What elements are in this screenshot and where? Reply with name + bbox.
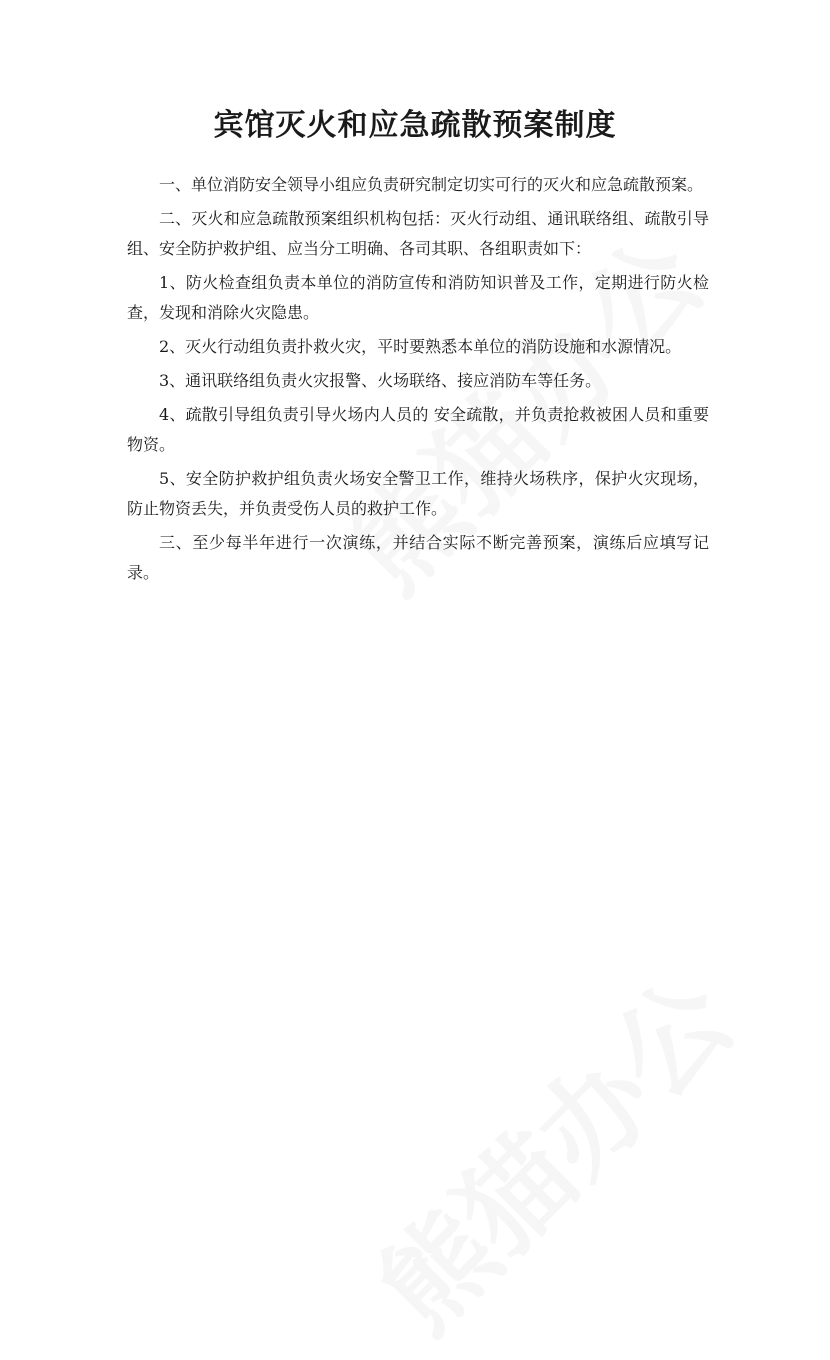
document-body (127, 170, 709, 592)
paragraph-1: 一、单位消防安全领导小组应负责研究制定切实可行的灭火和应急疏散预案。 (159, 175, 704, 194)
paragraph-8: 三、至少每半年进行一次演练，并结合实际不断完善预案，演练后应填写记录。 (127, 533, 709, 582)
paragraph-6: 4、疏散引导组负责引导火场内人员的 安全疏散，并负责抢救被困人员和重要物资。 (127, 405, 709, 454)
document-title: 宾馆灭火和应急疏散预案制度 (213, 108, 617, 143)
paragraph-2: 二、灭火和应急疏散预案组织机构包括：灭火行动组、通讯联络组、疏散引导组、安全防护救护组、应当分工明确、各司其职、各组职责如下： (127, 209, 709, 258)
paragraph-4: 2、灭火行动组负责扑救火灾，平时要熟悉本单位的消防设施和水源情况。 (159, 337, 682, 356)
paragraph-5: 3、通讯联络组负责火灾报警、火场联络、接应消防车等任务。 (159, 371, 602, 390)
watermark (339, 938, 762, 1360)
paragraph-3: 1、防火检查组负责本单位的消防宣传和消防知识普及工作，定期进行防火检查，发现和消除火灾隐患。 (127, 273, 709, 322)
paragraph-7: 5、安全防护救护组负责火场安全警卫工作，维持火场秩序，保护火灾现场，防止物资丢失，并负责受伤人员的救护工作。 (127, 469, 709, 518)
